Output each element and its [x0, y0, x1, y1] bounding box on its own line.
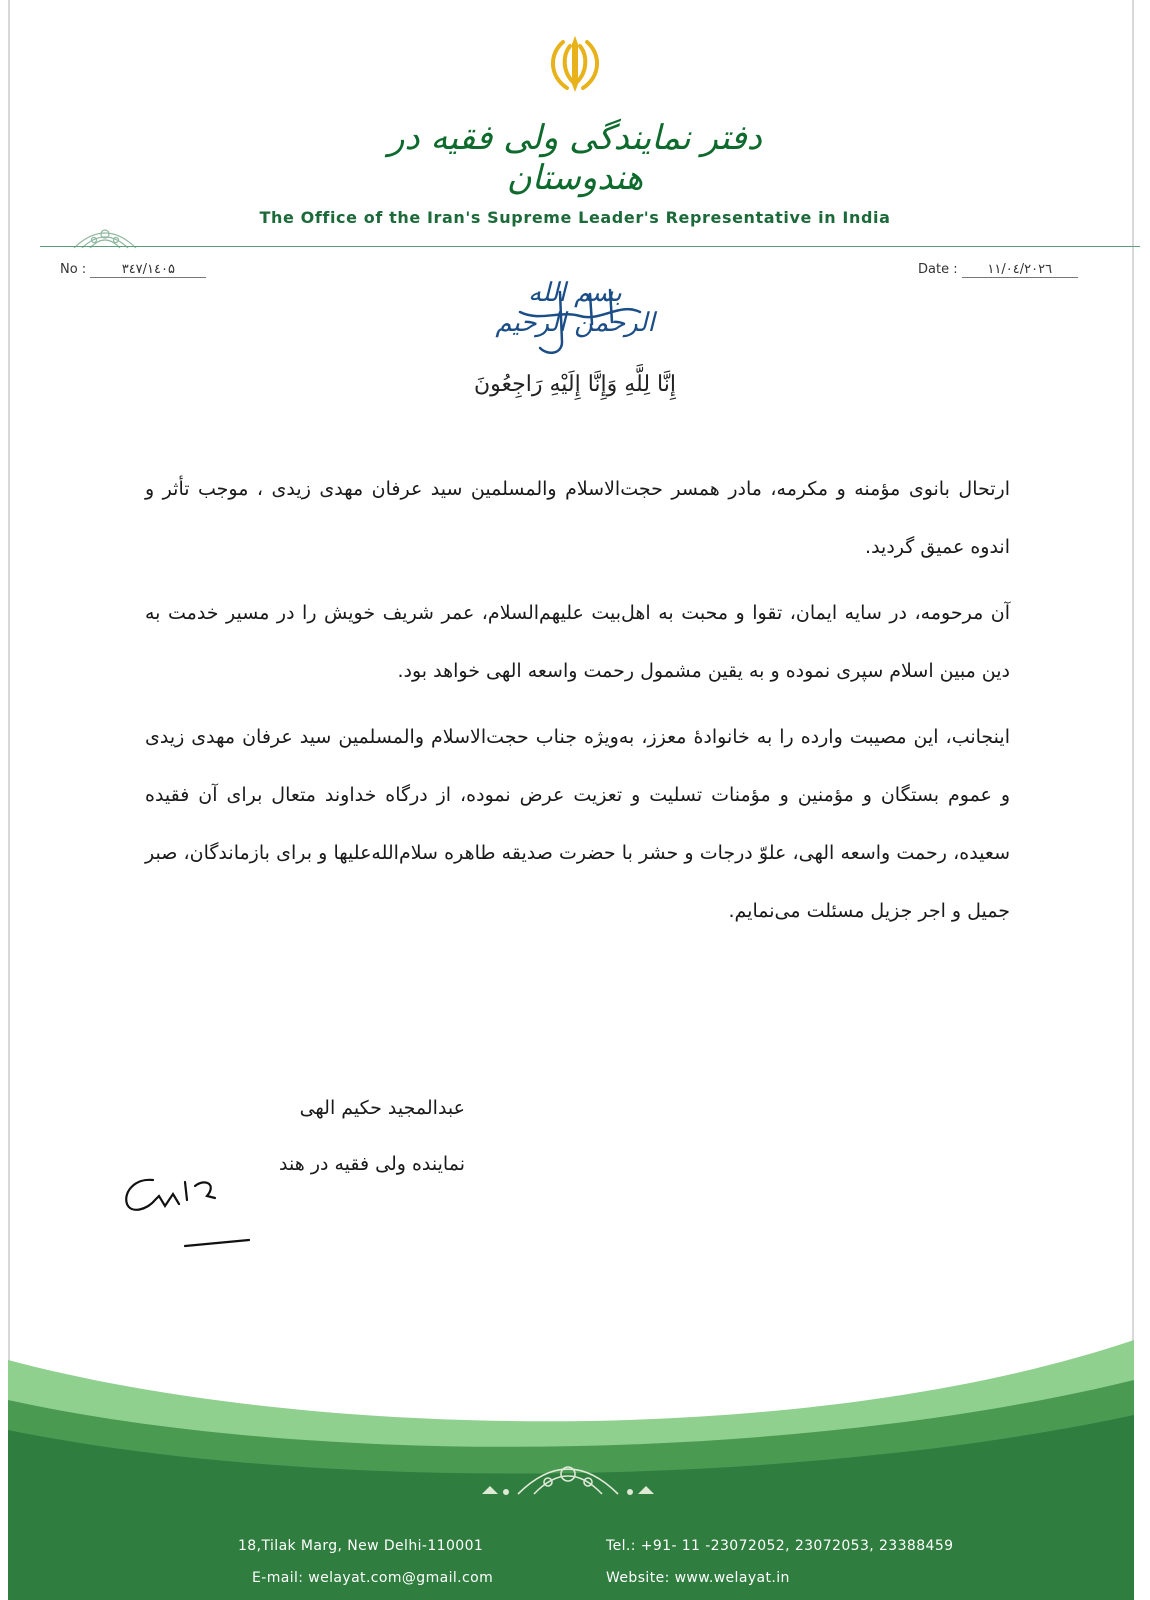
header-divider [40, 246, 1140, 247]
office-english-title: The Office of the Iran's Supreme Leader's Representative in India [259, 208, 891, 227]
letter-number-value: ۳٤۷/۱٤۰۵ [90, 262, 206, 278]
body-paragraph: اینجانب، این مصیبت وارده را به خانواده‌ٔ معزز، به‌ویژه جناب حجت‌الاسلام والمسلمین سید عرفان مهدی زیدی و عموم بستگان و مؤمنین و مؤمنات تسلیت و تعزیت عرض نموده، از درگاه خداوند متعال برای آن فقیده سعیده، رحمت واسعه الهی، علوّ درجات و حشر با حضرت صدیقه طاهره سلام‌الله‌علیها و برای بازماندگان، صبر جمیل و اجر جزیل مسئلت می‌نمایم. [145, 726, 1010, 922]
letter-number [60, 262, 206, 278]
body-paragraph: آن مرحومه، در سایه ایمان، تقوا و محبت به اهل‌بیت علیهم‌السلام، عمر شریف خویش را در مسیر خدمت به دین مبین اسلام سپری نموده و به یقین مشمول رحمت واسعه الهی خواهد بود. [145, 602, 1010, 682]
footer-phone: Tel.: +91- 11 -23072052, 23072053, 23388459 [606, 1538, 954, 1554]
letter-date-value: ۱۱/۰٤/۲۰۲٦ [962, 262, 1078, 278]
footer-email: E-mail: welayat.com@gmail.com [252, 1570, 494, 1586]
letter-date-label: Date : [918, 262, 958, 277]
letter-body [145, 460, 1010, 948]
office-farsi-title: دفتر نمایندگی ولی فقیه در هندوستان [388, 118, 762, 198]
footer-ornament-icon [478, 1448, 658, 1500]
footer-website: Website: www.welayat.in [606, 1570, 790, 1586]
letter-number-label: No : [60, 262, 87, 277]
signatory-name: عبدالمجید حکیم الهی [299, 1097, 465, 1119]
body-paragraph: ارتحال بانوی مؤمنه و مکرمه، مادر همسر حجت‌الاسلام والمسلمین سید عرفان مهدی زیدی ، موجب تأثر و اندوه عمیق گردید. [145, 478, 1010, 558]
quran-verse: إِنَّا لِلَّهِ وَإِنَّا إِلَيْهِ رَاجِعُونَ [474, 372, 676, 397]
bismillah: بسم الله الرحمن الرحیم [495, 278, 655, 338]
footer-address: 18,Tilak Marg, New Delhi-110001 [238, 1538, 484, 1554]
iran-emblem-icon [543, 32, 607, 96]
handwritten-signature [115, 1170, 265, 1260]
signatory-title: نماینده ولی فقیه در هند [279, 1153, 465, 1175]
letter-date [918, 262, 1078, 278]
